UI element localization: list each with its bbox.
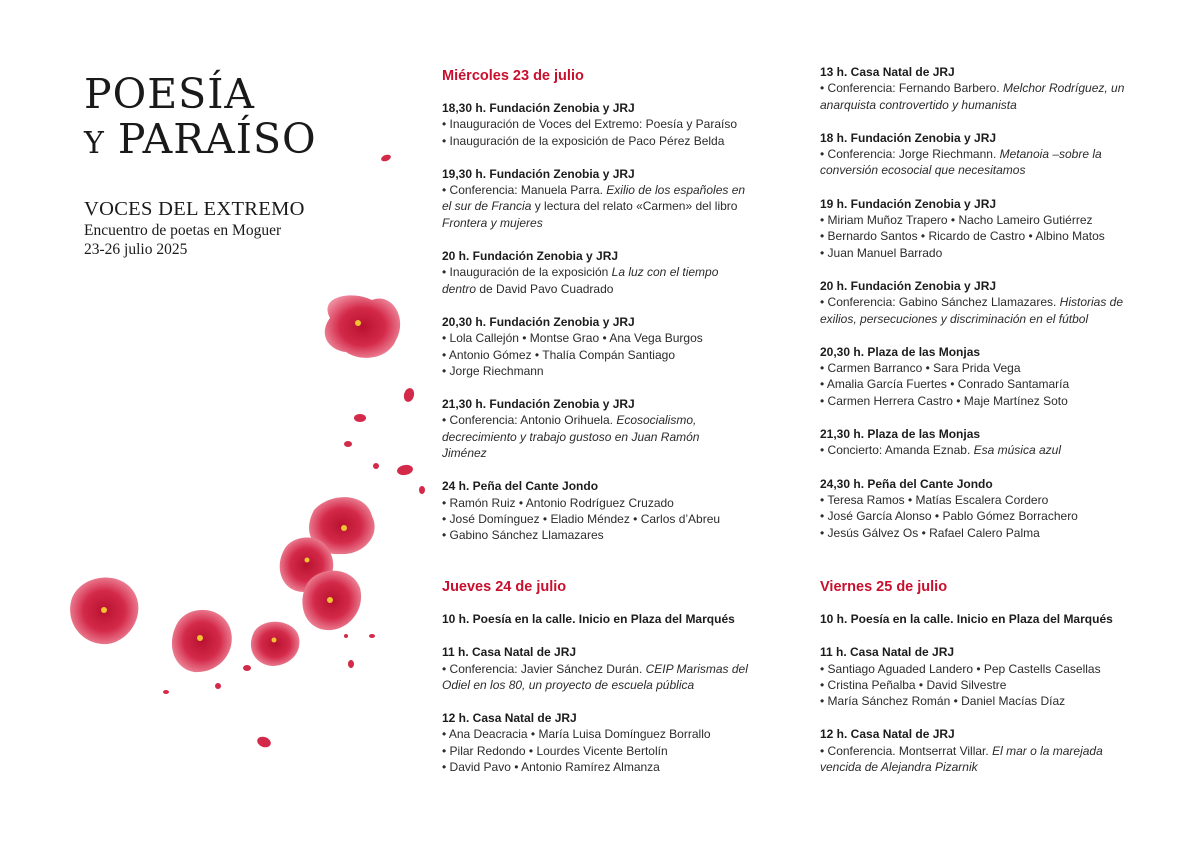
event-line (442, 412, 802, 428)
event-work-title: El mar o la marejada (992, 743, 1103, 758)
event-time-venue: 21,30 h. Fundación Zenobia y JRJ (442, 397, 635, 412)
event-work-title: anarquista controvertido y humanista (820, 97, 1017, 112)
event-line (442, 264, 802, 280)
event-time-venue: 12 h. Casa Natal de JRJ (820, 727, 955, 742)
event-work-title: La luz con el tiempo (611, 265, 719, 280)
event-work-title: vencida de Alejandra Pizarnik (820, 760, 978, 775)
event-item (820, 426, 1180, 459)
event-item (820, 196, 1180, 261)
event-time-venue: 20 h. Fundación Zenobia y JRJ (442, 249, 619, 264)
event-line (442, 198, 802, 214)
event-line: • Juan Manuel Barrado (820, 245, 943, 260)
event-item (442, 100, 802, 149)
event-text: • Conferencia: Antonio Orihuela. (442, 413, 617, 428)
event-item (820, 64, 1180, 113)
event-item (442, 710, 802, 775)
event-line (442, 281, 802, 297)
event-time-venue: 21,30 h. Plaza de las Monjas (820, 427, 981, 442)
event-time-venue: 18,30 h. Fundación Zenobia y JRJ (442, 101, 635, 115)
event-time-venue: 10 h. Poesía en la calle. Inicio en Plaza del Marqués (442, 612, 735, 626)
event-time-venue: 24,30 h. Peña del Cante Jondo (820, 476, 993, 491)
event-time-venue: 10 h. Poesía en la calle. Inicio en Plaza del Marqués (820, 612, 1113, 626)
event-text: • Conferencia: Jorge Riechmann. (820, 147, 1000, 162)
event-work-title: Metanoia –sobre la (999, 147, 1102, 162)
subtitle: VOCES DEL EXTREMO (84, 198, 305, 220)
event-line (442, 445, 802, 461)
event-work-title: decrecimiento y trabajo gustoso en Juan Ramón (442, 429, 700, 444)
event-text: • Conferencia: Javier Sánchez Durán. (442, 661, 646, 676)
event-work-title: dentro (442, 281, 477, 296)
event-line: • Teresa Ramos • Matías Escalera Cordero (820, 492, 1049, 507)
event-item (820, 726, 1180, 775)
event-work-title: Historias de (1059, 295, 1124, 310)
event-line: • Carmen Barranco • Sara Prida Vega (820, 361, 1021, 376)
event-time-venue: 11 h. Casa Natal de JRJ (820, 645, 955, 660)
tagline: Encuentro de poetas en Moguer (84, 222, 282, 239)
event-text: • Conferencia: Gabino Sánchez Llamazares. (820, 295, 1060, 310)
flower-4 (302, 571, 361, 630)
event-item (820, 644, 1180, 709)
event-work-title: Jiménez (442, 446, 487, 461)
event-item (820, 278, 1180, 327)
event-dates: 23-26 julio 2025 (84, 241, 188, 258)
wednesday-column (442, 64, 802, 561)
event-work-title: Frontera y mujeres (442, 215, 543, 230)
event-title (84, 72, 317, 166)
day-heading-wednesday: Miércoles 23 de julio (442, 68, 584, 84)
wednesday-continued-column (820, 64, 1180, 558)
event-time-venue: 19 h. Fundación Zenobia y JRJ (820, 196, 997, 211)
event-line: • Amalia García Fuertes • Conrado Santamaría (820, 377, 1070, 392)
flower-1 (325, 295, 400, 358)
event-time-venue: 11 h. Casa Natal de JRJ (442, 645, 577, 660)
event-time-venue: 20,30 h. Fundación Zenobia y JRJ (442, 314, 635, 329)
event-work-title: Ecosocialismo, (616, 413, 697, 428)
event-time-venue: 19,30 h. Fundación Zenobia y JRJ (442, 166, 635, 181)
event-line (820, 80, 1180, 96)
event-item (442, 248, 802, 297)
event-work-title: Odiel en los 80, un proyecto de escuela pública (442, 677, 695, 692)
event-line: • Santiago Aguaded Landero • Pep Castells Casellas (820, 661, 1101, 676)
event-line (442, 215, 802, 231)
event-text: • Conferencia: Fernando Barbero. (820, 81, 1003, 96)
event-work-title: CEIP Marismas del (645, 661, 748, 676)
event-text: • Concierto: Amanda Eznab. (820, 443, 974, 458)
event-text: • Inauguración de la exposición (442, 265, 612, 280)
title-conjunction: Y (84, 126, 104, 161)
event-line: • Miriam Muñoz Trapero • Nacho Lameiro Gutiérrez (820, 213, 1093, 228)
event-line: • David Pavo • Antonio Ramírez Almanza (442, 760, 660, 775)
event-line: • Pilar Redondo • Lourdes Vicente Bertolín (442, 743, 668, 758)
event-text: • Conferencia: Manuela Parra. (442, 183, 607, 198)
event-line (820, 442, 1180, 458)
event-item (442, 314, 802, 379)
title-line-1: POESÍA (84, 70, 256, 118)
event-line: • José García Alonso • Pablo Gómez Borrachero (820, 509, 1078, 524)
event-line: • Jesús Gálvez Os • Rafael Calero Palma (820, 525, 1040, 540)
event-line: • Cristina Peñalba • David Silvestre (820, 677, 1007, 692)
event-work-title: Melchor Rodríguez, un (1002, 81, 1125, 96)
event-line: • Inauguración de la exposición de Paco Pérez Belda (442, 133, 725, 148)
event-line: • Carmen Herrera Castro • Maje Martínez Soto (820, 393, 1068, 408)
event-time-venue: 18 h. Fundación Zenobia y JRJ (820, 130, 997, 145)
event-item (442, 478, 802, 543)
flower-6 (172, 610, 232, 672)
event-time-venue: 24 h. Peña del Cante Jondo (442, 479, 599, 494)
event-item (820, 611, 1180, 627)
event-line (820, 759, 1180, 775)
event-line (820, 146, 1180, 162)
event-item (820, 344, 1180, 409)
thursday-column (442, 575, 802, 792)
event-line: • Jorge Riechmann (442, 363, 544, 378)
event-work-title: el sur de Francia (442, 199, 532, 214)
event-line: • Inauguración de Voces del Extremo: Poesía y Paraíso (442, 117, 738, 132)
subtitle-block (84, 197, 305, 259)
event-line: • Antonio Gómez • Thalía Compán Santiago (442, 347, 675, 362)
event-time-venue: 13 h. Casa Natal de JRJ (820, 65, 955, 79)
event-work-title: exilios, persecuciones y discriminación en el fútbol (820, 311, 1089, 326)
event-line: • Ana Deacracia • María Luisa Domínguez Borrallo (442, 727, 711, 742)
event-line (820, 311, 1180, 327)
event-text: y lectura del relato «Carmen» del libro (531, 199, 738, 214)
event-item (442, 396, 802, 461)
event-line (442, 677, 802, 693)
event-line (442, 661, 802, 677)
event-line (820, 294, 1180, 310)
event-line: • Gabino Sánchez Llamazares (442, 528, 604, 543)
event-item (442, 166, 802, 231)
event-time-venue: 20,30 h. Plaza de las Monjas (820, 344, 981, 359)
event-text: • Conferencia. Montserrat Villar. (820, 743, 993, 758)
event-line: • Lola Callejón • Montse Grao • Ana Vega Burgos (442, 331, 703, 346)
title-line-2: PARAÍSO (117, 115, 317, 163)
event-work-title: Exilio de los españoles en (606, 183, 746, 198)
event-time-venue: 20 h. Fundación Zenobia y JRJ (820, 278, 997, 293)
event-line: • María Sánchez Román • Daniel Macías Díaz (820, 694, 1066, 709)
event-item (442, 644, 802, 693)
event-line: • Bernardo Santos • Ricardo de Castro • Albino Matos (820, 229, 1105, 244)
event-line (442, 182, 802, 198)
event-item (442, 611, 802, 627)
event-line: • José Domínguez • Eladio Méndez • Carlos d’Abreu (442, 511, 721, 526)
friday-column (820, 575, 1180, 792)
flower-5 (70, 578, 138, 645)
event-line (820, 162, 1180, 178)
event-work-title: conversión ecosocial que necesitamos (820, 163, 1026, 178)
event-line (820, 743, 1180, 759)
event-line (820, 97, 1180, 113)
event-line (442, 429, 802, 445)
event-item (820, 130, 1180, 179)
event-line: • Ramón Ruiz • Antonio Rodríguez Cruzado (442, 495, 674, 510)
day-heading-friday: Viernes 25 de julio (820, 579, 948, 595)
event-time-venue: 12 h. Casa Natal de JRJ (442, 711, 577, 726)
event-text: de David Pavo Cuadrado (476, 281, 614, 296)
event-work-title: Esa música azul (973, 443, 1061, 458)
event-item (820, 476, 1180, 541)
day-heading-thursday: Jueves 24 de julio (442, 579, 567, 595)
flower-7 (251, 622, 300, 666)
